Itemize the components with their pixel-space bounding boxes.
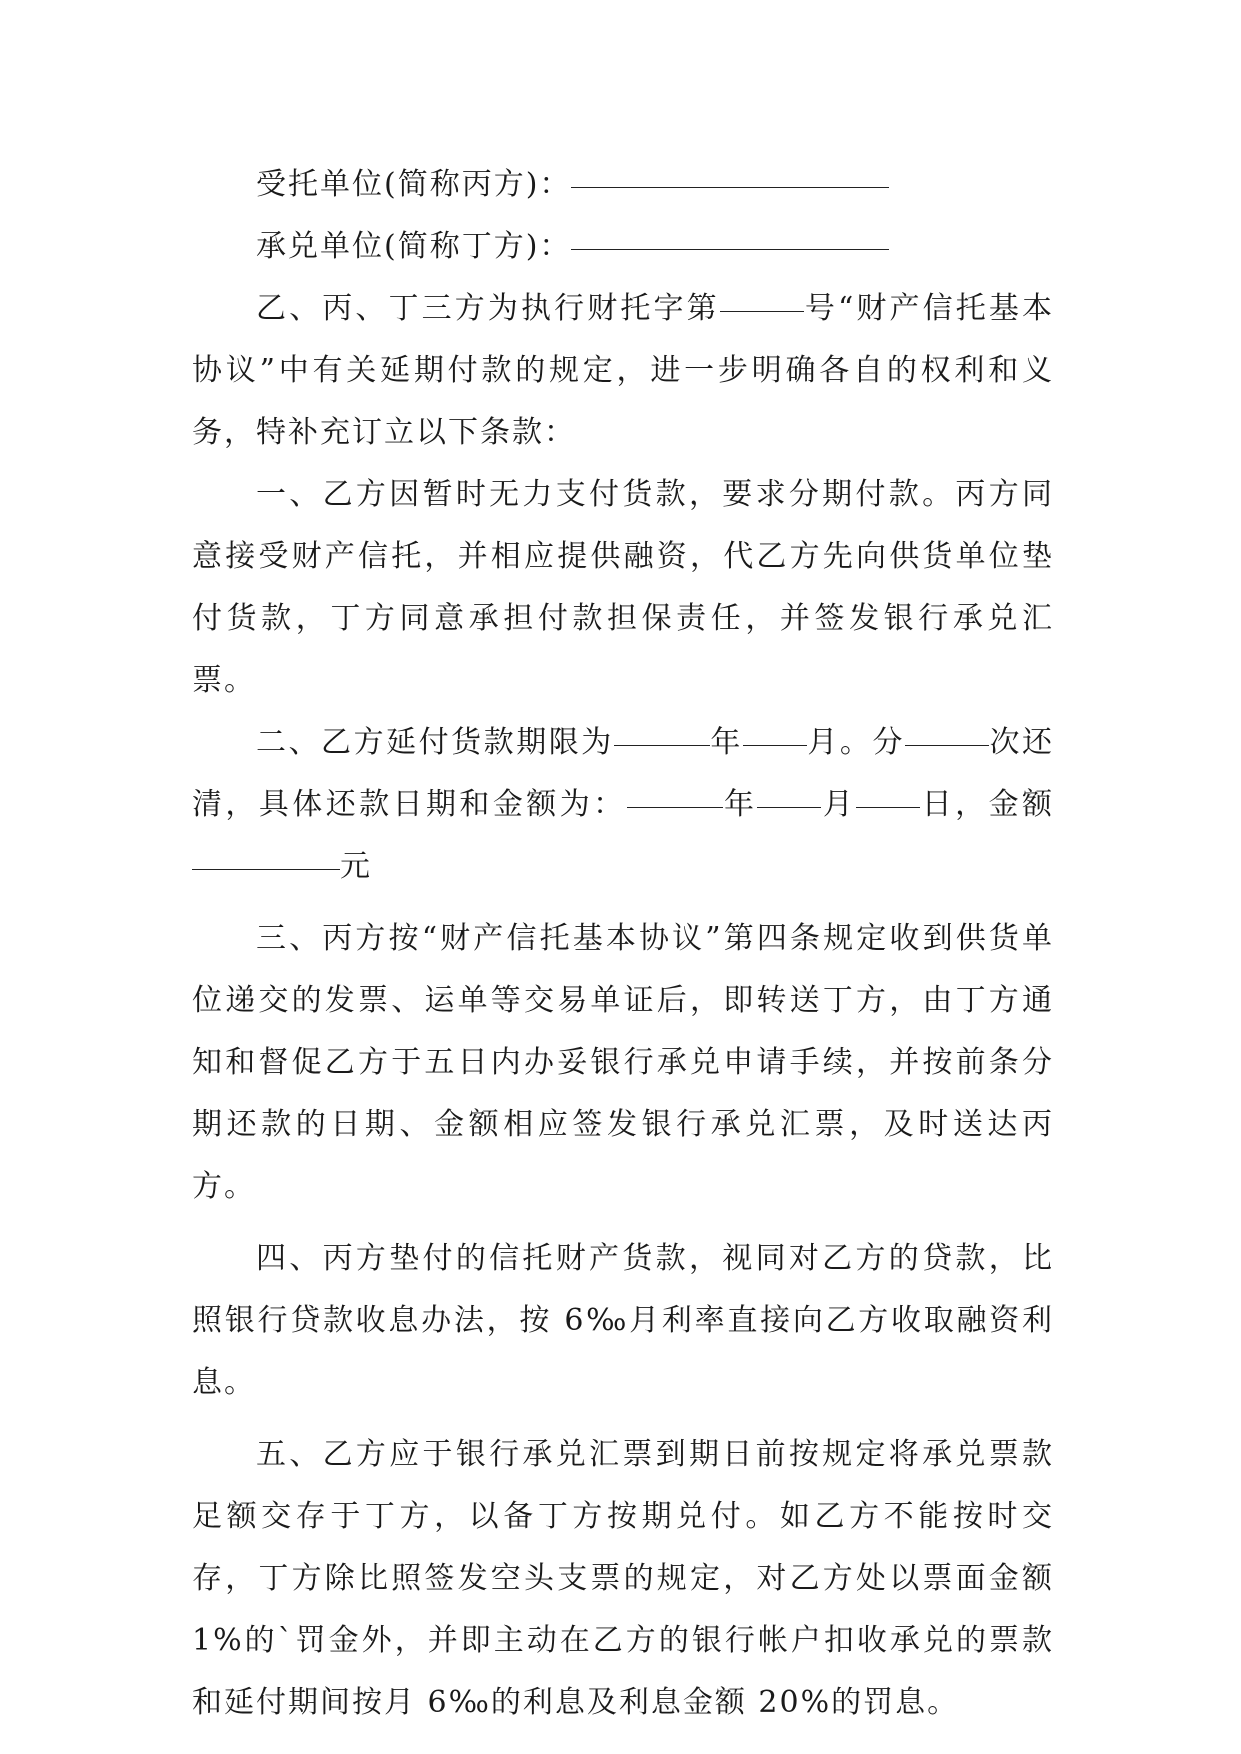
repay-month-blank[interactable] — [757, 806, 821, 808]
installments-blank[interactable] — [905, 744, 989, 746]
clause-4: 四、丙方垫付的信托财产货款，视同对乙方的贷款，比照银行贷款收息办法，按 6‰月利率直接向乙方收取融资利息。 — [192, 1241, 1054, 1400]
clause-2-text-3: 月。分 — [806, 725, 905, 760]
trustee-label: 受托单位(简称丙方)： — [256, 167, 572, 202]
preamble-text-2: 号“财产信托基本协议”中有关延期付款的规定，进一步明确各自的权利和义务，特补充订立以下条款： — [192, 291, 1055, 450]
clause-2-text-8: 元 — [340, 849, 372, 884]
repay-amount-blank[interactable] — [192, 868, 340, 870]
repay-day-blank[interactable] — [856, 806, 920, 808]
clause-2-text-4: 次还清，具体还款日期和金额为： — [192, 725, 1055, 822]
contract-number-blank[interactable] — [720, 310, 804, 312]
acceptor-line — [192, 216, 1054, 278]
clause-2-text-2: 年 — [709, 725, 743, 760]
preamble-paragraph — [192, 278, 1054, 464]
clause-2-text-1: 二、乙方延付货款期限为 — [256, 725, 614, 760]
acceptor-label: 承兑单位(简称丁方)： — [256, 229, 572, 264]
preamble-text-1: 乙、丙、丁三方为执行财托字第 — [256, 291, 720, 326]
term-years-blank[interactable] — [614, 744, 710, 746]
clause-2 — [192, 712, 1054, 898]
clause-1: 一、乙方因暂时无力支付货款，要求分期付款。丙方同意接受财产信托，并相应提供融资，代乙方先向供货单位垫付货款，丁方同意承担付款担保责任，并签发银行承兑汇票。 — [192, 477, 1054, 698]
document-page — [192, 154, 1054, 1734]
term-months-blank[interactable] — [743, 744, 807, 746]
clause-5: 五、乙方应于银行承兑汇票到期日前按规定将承兑票款足额交存于丁方，以备丁方按期兑付。如乙方不能按时交存，丁方除比照签发空头支票的规定，对乙方处以票面金额 1%的`罚金外，并即主动在乙方的银行帐户扣收承兑的票款和延付期间按月 6‰的利息及利息金额 20%的罚息。 — [192, 1437, 1054, 1720]
clause-3: 三、丙方按“财产信托基本协议”第四条规定收到供货单位递交的发票、运单等交易单证后，即转送丁方，由丁方通知和督促乙方于五日内办妥银行承兑申请手续，并按前条分期还款的日期、金额相应签发银行承兑汇票，及时送达丙方。 — [192, 921, 1054, 1204]
acceptor-blank[interactable] — [571, 248, 889, 250]
repay-year-blank[interactable] — [627, 806, 723, 808]
clause-2-text-6: 月 — [821, 787, 857, 822]
clause-2-text-7: 日，金额 — [920, 787, 1055, 822]
trustee-blank[interactable] — [571, 186, 889, 188]
trustee-line — [192, 154, 1054, 216]
clause-2-text-5: 年 — [722, 787, 758, 822]
